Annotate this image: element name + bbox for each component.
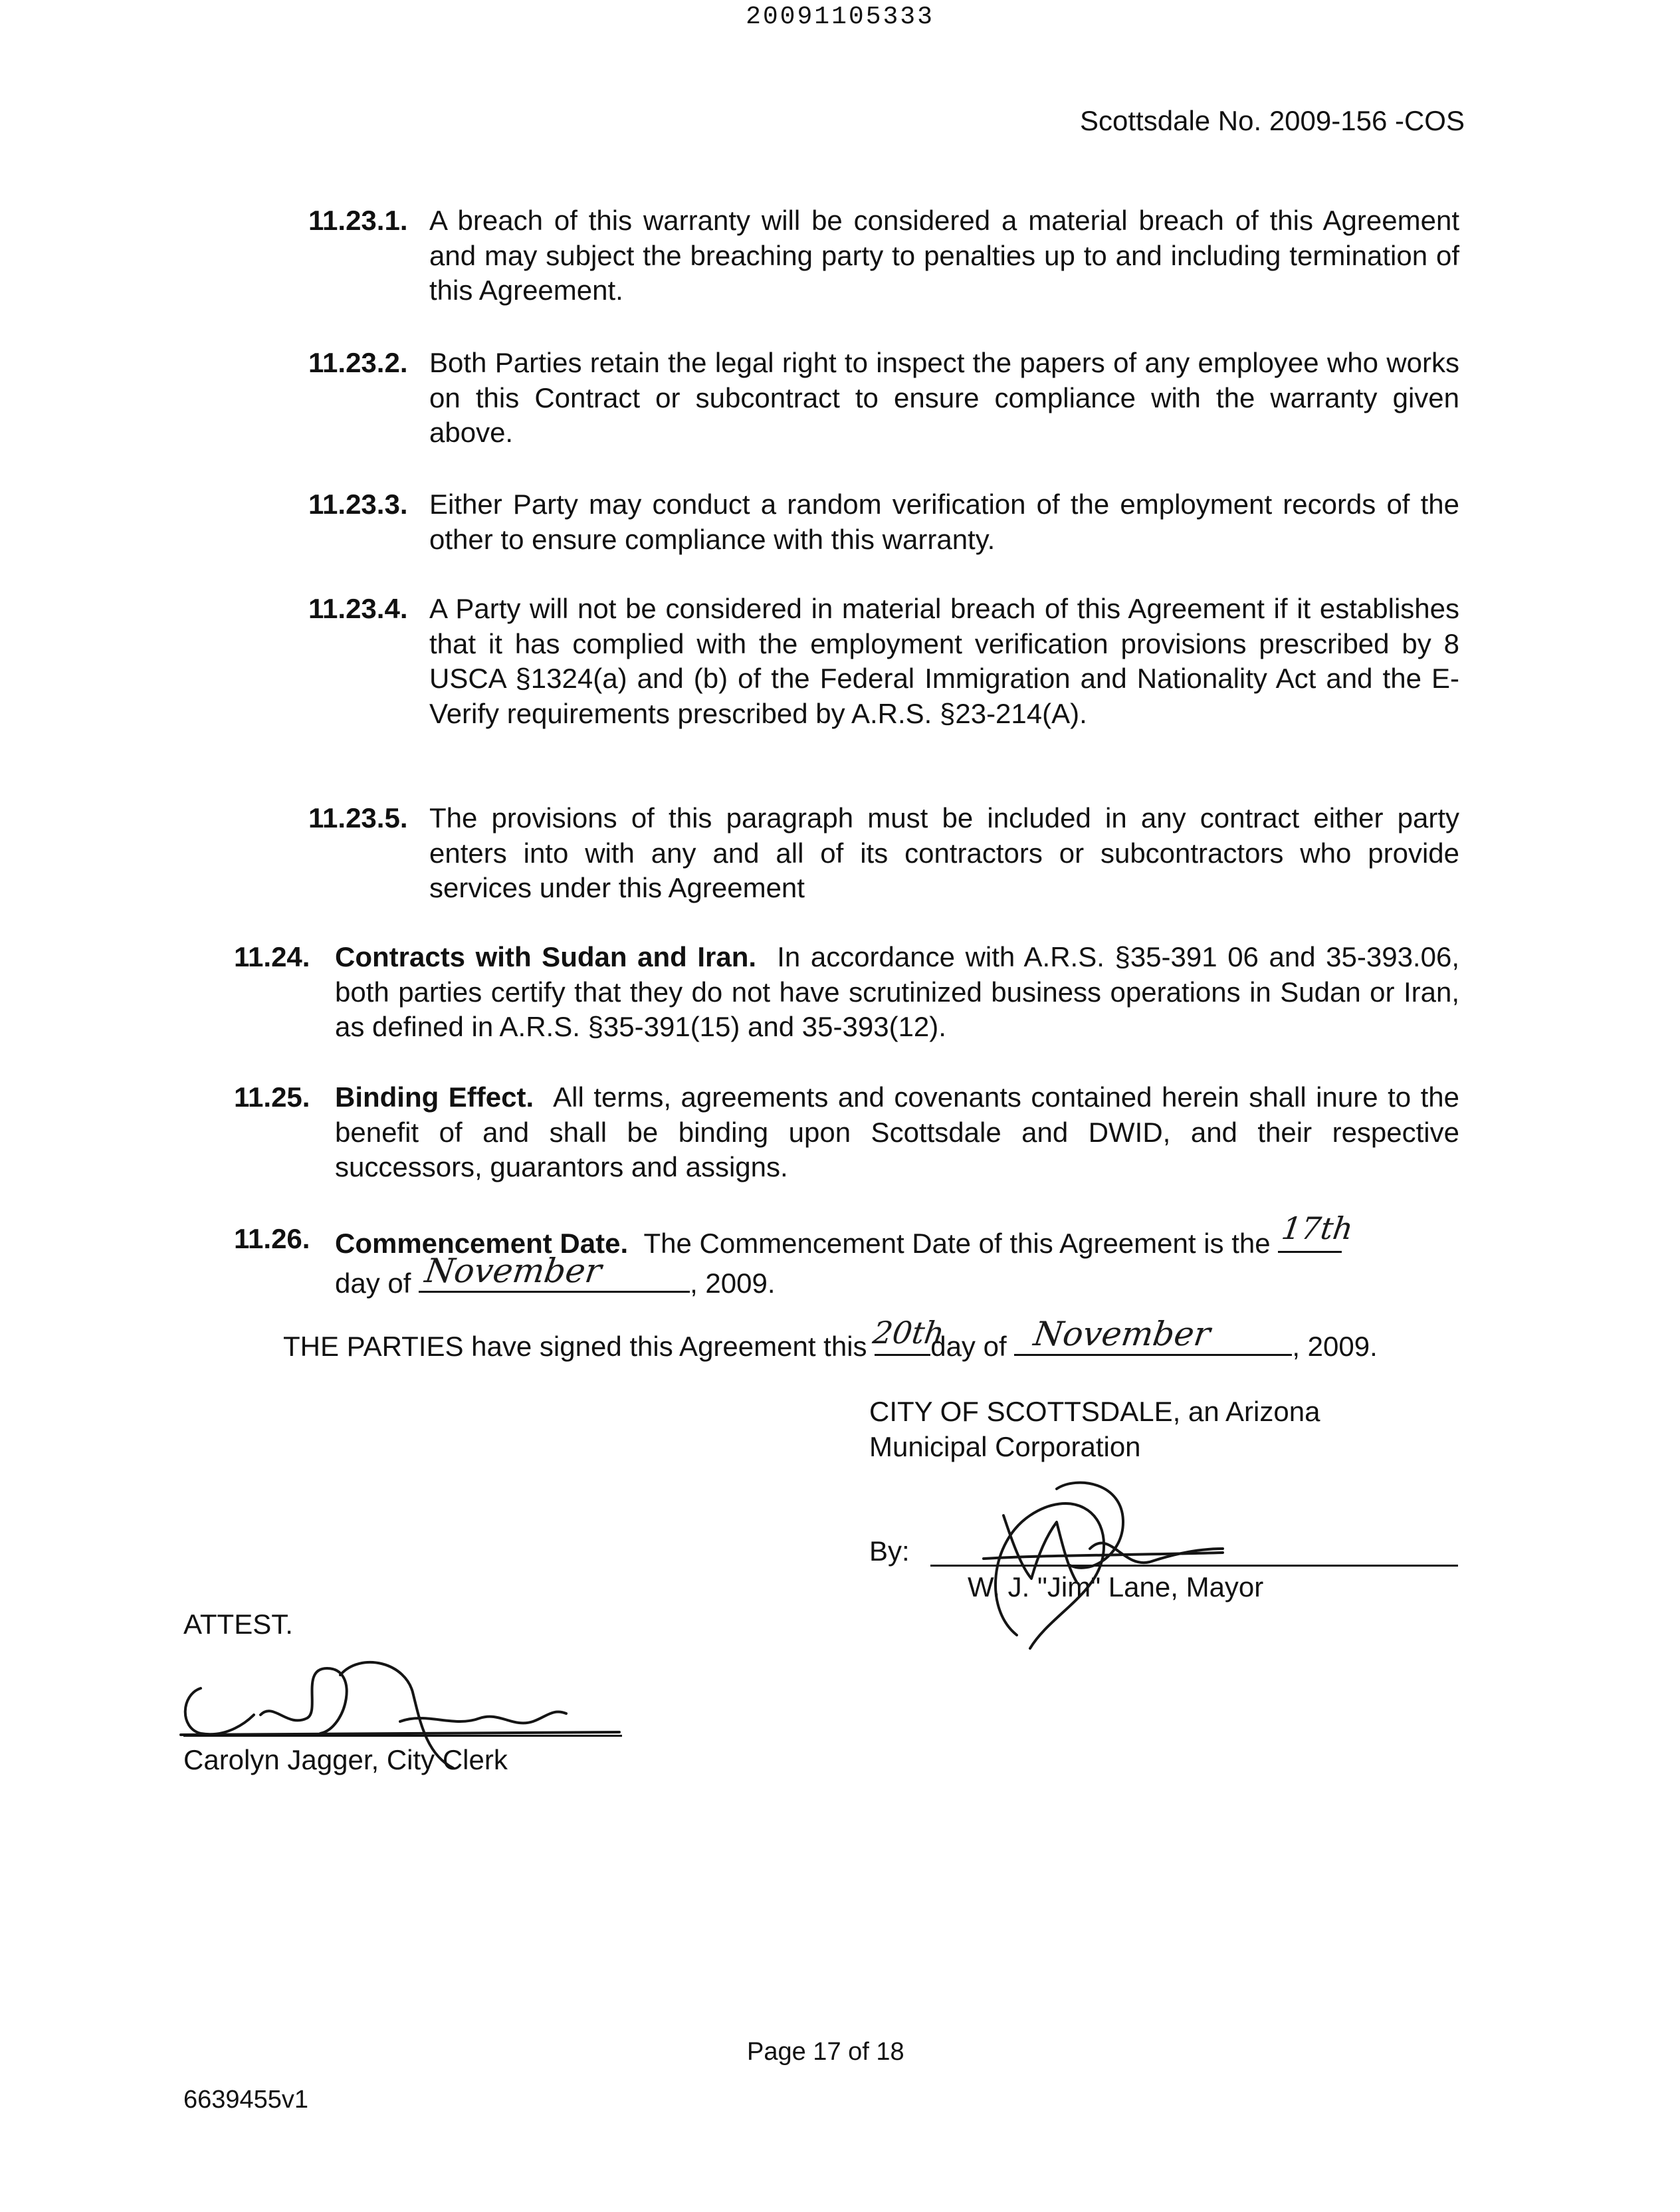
clerk-signature-line: [183, 1735, 622, 1737]
document-id: 6639455v1: [183, 2086, 309, 2114]
page-number: Page 17 of 18: [747, 2038, 904, 2066]
section-heading: Commencement Date.: [335, 1228, 629, 1259]
handwritten-month: November: [1031, 1315, 1213, 1353]
record-number: 20091105333: [746, 3, 934, 31]
section-number: 11.23.2.: [308, 347, 408, 378]
section-text: The Commencement Date of this Agreement is the: [643, 1228, 1271, 1259]
section-11-23-5: [308, 801, 1459, 906]
section-text: A Party will not be considered in material breach of this Agreement if it establishes that it has complied with the employment verification provisions prescribed by 8 USCA §1324(a) and (b) of the Federal Immigration and Nationality Act and the E-Verify requirements prescribed by A.R.S. §23-214(A).: [429, 593, 1459, 729]
section-number: 11.23.1.: [308, 205, 408, 236]
commencement-month-blank: [419, 1251, 690, 1293]
city-name: CITY OF SCOTTSDALE, an Arizona: [869, 1396, 1320, 1427]
section-number: 11.25.: [234, 1081, 310, 1113]
by-label: By:: [869, 1535, 910, 1567]
section-number: 11.23.3.: [308, 489, 408, 520]
section-11-23-1: [308, 203, 1459, 308]
section-11-24: [234, 940, 1459, 1045]
section-11-23-3: [308, 487, 1459, 557]
signed-month-blank: [1014, 1315, 1292, 1356]
section-heading: Binding Effect.: [335, 1081, 534, 1113]
section-text: In accordance with A.R.S. §35-391 06 and 35-393.06, both parties certify that they do not have scrutinized business operations in Sudan or Iran, as defined in A.R.S. §35-391(15) and 35-393(12).: [335, 941, 1459, 1042]
section-number: 11.24.: [234, 941, 310, 972]
mayor-name: W. J. "Jim" Lane, Mayor: [968, 1571, 1264, 1603]
section-text: All terms, agreements and covenants contained herein shall inure to the benefit of and shall be binding upon Scottsdale and DWID, and their respective successors, guarantors and assigns.: [335, 1081, 1459, 1182]
handwritten-day: 20th: [871, 1315, 947, 1351]
document-number: Scottsdale No. 2009-156 -COS: [1080, 105, 1465, 136]
clerk-name: Carolyn Jagger, City Clerk: [183, 1744, 508, 1775]
section-11-23-2: [308, 346, 1459, 451]
section-text: Either Party may conduct a random verification of the employment records of the other to ensure compliance with this warranty.: [429, 489, 1459, 555]
mayor-signature-image: [957, 1449, 1236, 1655]
city-corporation: Municipal Corporation: [869, 1430, 1141, 1462]
year-label: , 2009.: [690, 1267, 776, 1299]
section-number: 11.23.4.: [308, 593, 408, 624]
day-of-label: day of: [930, 1331, 1007, 1362]
commencement-day-blank: [1278, 1210, 1356, 1253]
section-text: The provisions of this paragraph must be included in any contract either party enters into with any and all of its contractors or subcontractors who provide services under this Agreement: [429, 802, 1459, 903]
section-11-26: [234, 1210, 1459, 1301]
section-number: 11.26.: [234, 1223, 310, 1254]
signed-day-blank: [871, 1315, 947, 1356]
section-text: A breach of this warranty will be considered a material breach of this Agreement and may subject the breaching party to penalties up to and including termination of this Agreement.: [429, 205, 1459, 306]
day-of-label: day of: [335, 1267, 411, 1299]
section-heading: Contracts with Sudan and Iran.: [335, 941, 757, 972]
handwritten-day: 17th: [1279, 1210, 1356, 1246]
section-11-25: [234, 1080, 1459, 1185]
attest-label: ATTEST.: [183, 1608, 293, 1640]
handwritten-month: November: [423, 1251, 604, 1290]
signed-line: [283, 1315, 1479, 1365]
section-number: 11.23.5.: [308, 802, 408, 833]
year-label: , 2009.: [1292, 1331, 1378, 1362]
section-11-23-4: [308, 592, 1459, 731]
section-text: Both Parties retain the legal right to inspect the papers of any employee who works on this Contract or subcontract to ensure compliance with the warranty given above.: [429, 347, 1459, 448]
signed-text: THE PARTIES have signed this Agreement this: [283, 1331, 867, 1362]
